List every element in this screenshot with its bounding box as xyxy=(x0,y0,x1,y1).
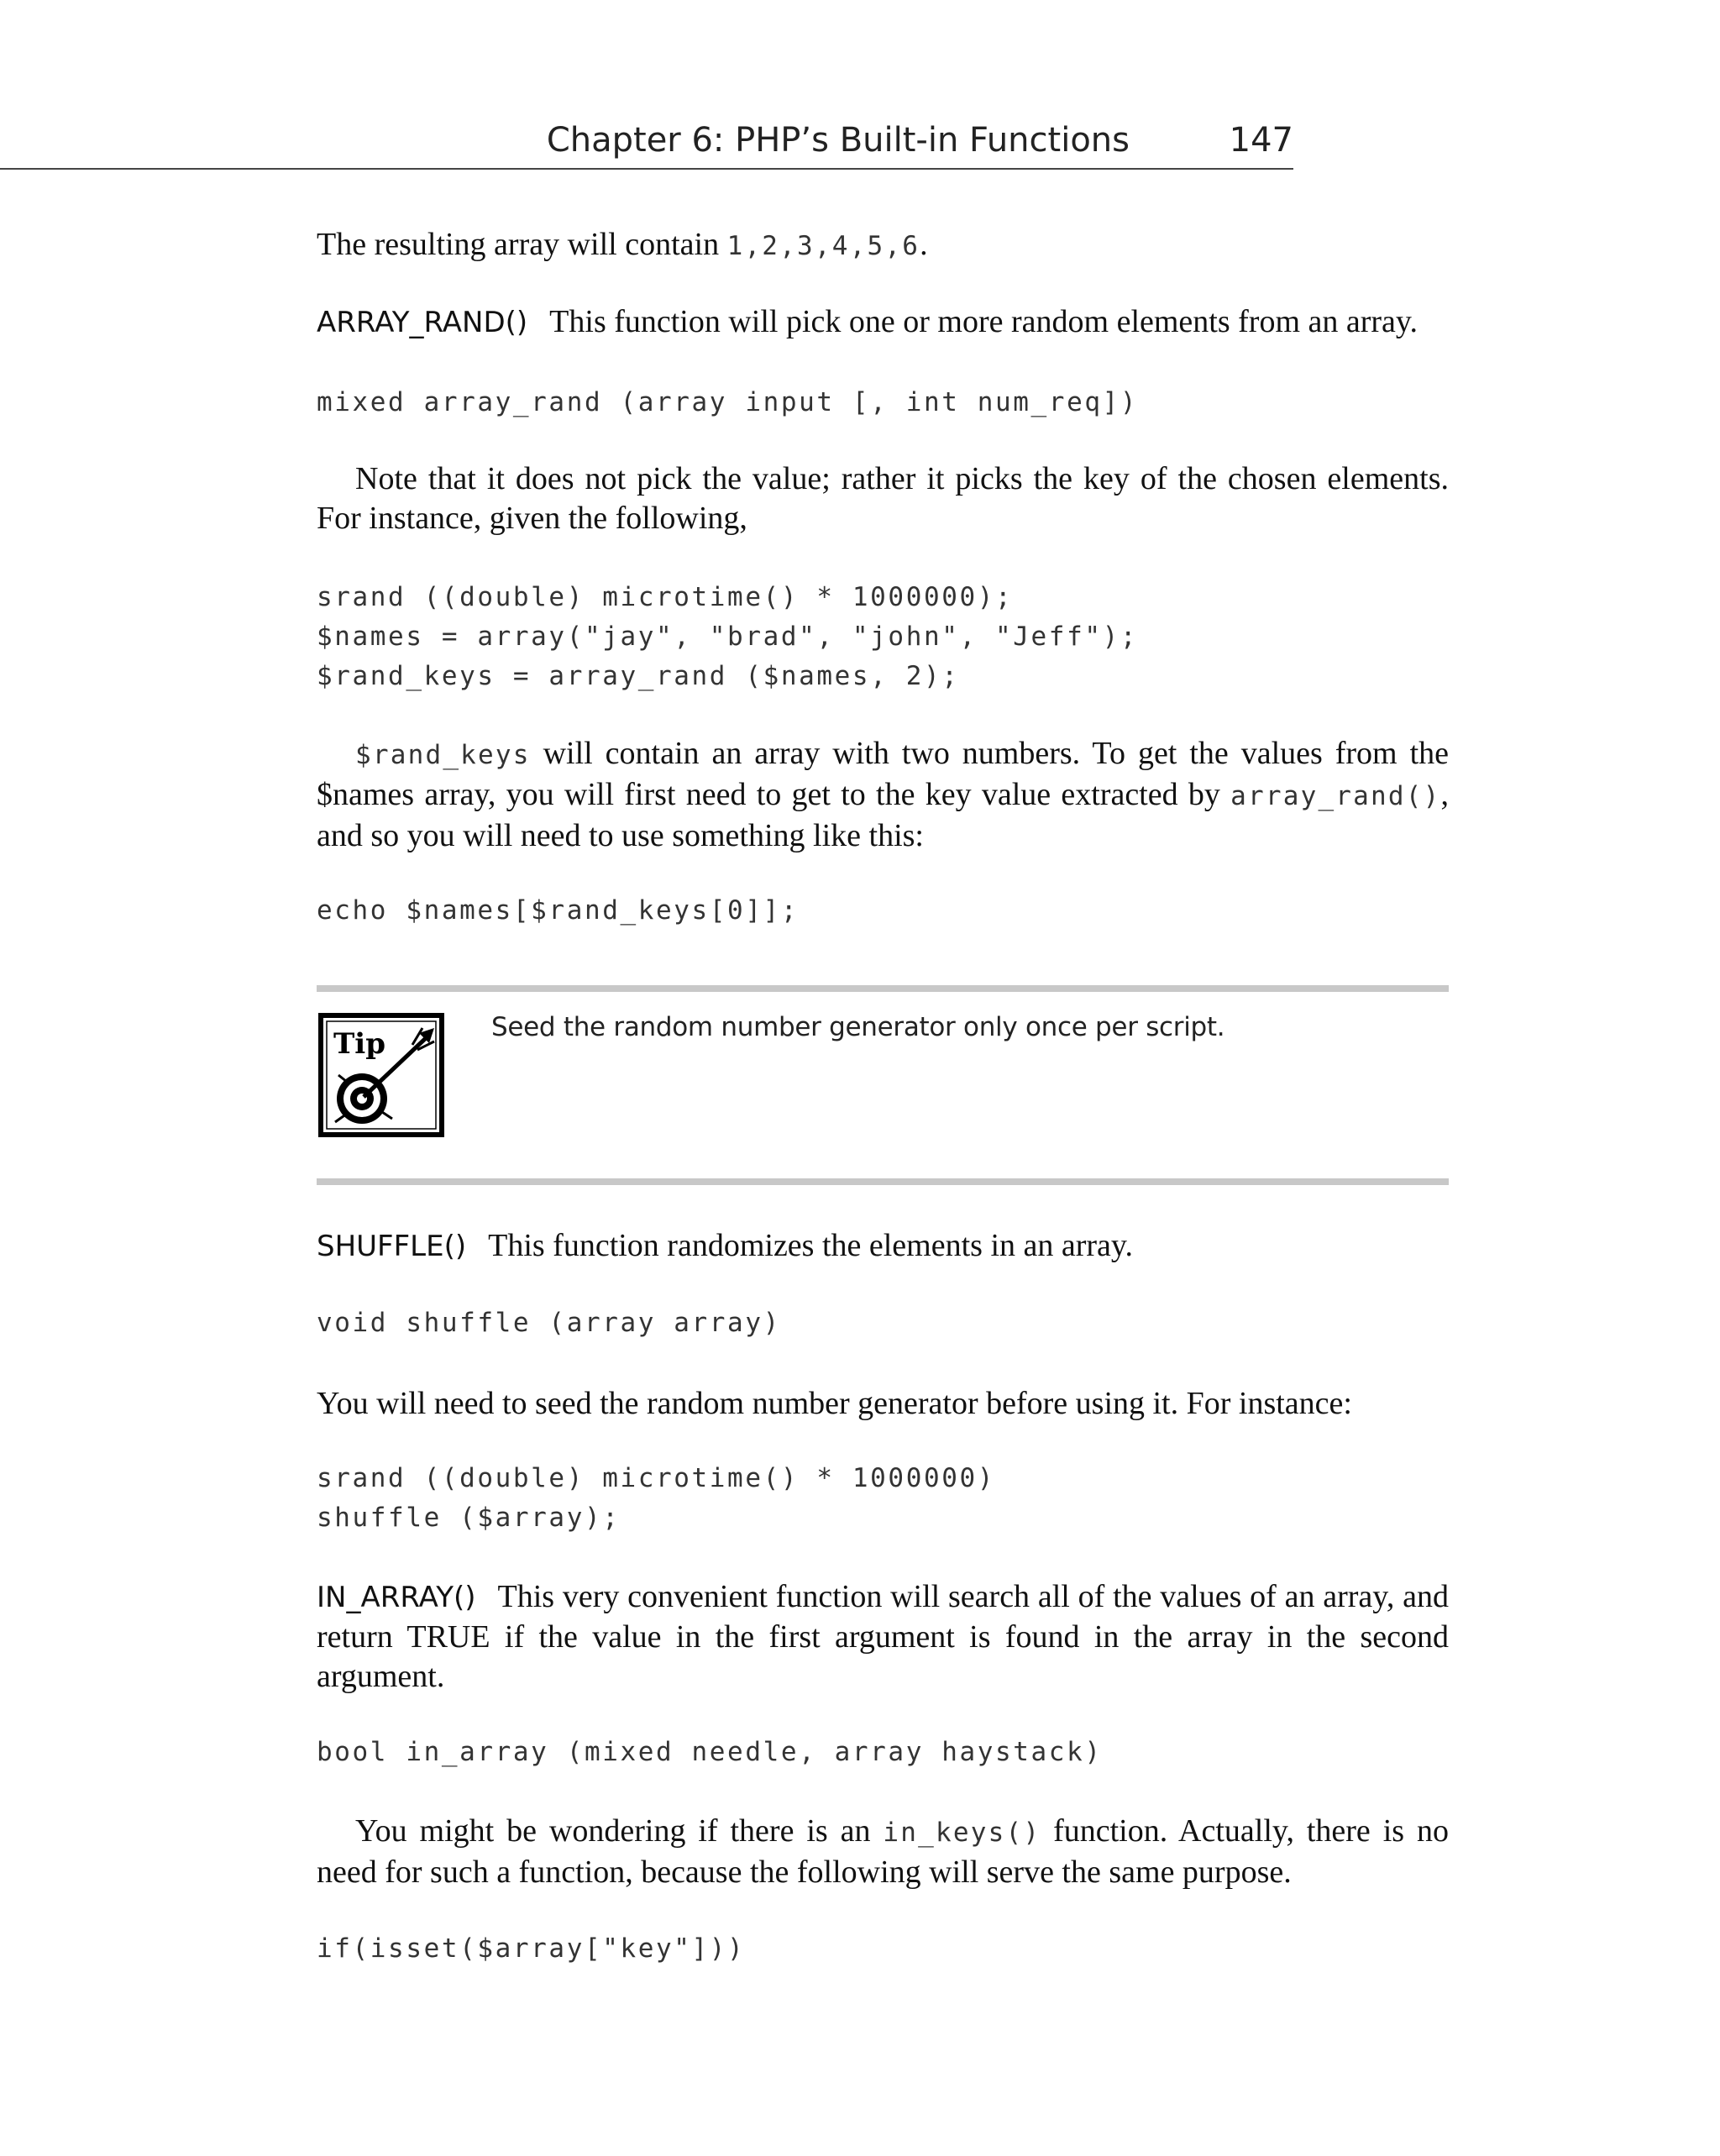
in-keys-paragraph: You might be wondering if there is an in_keys() function. Actually, there is no need for such a function, because the following will serve the same purpose. xyxy=(317,1813,1449,1890)
in-array-signature: bool in_array (mixed needle, array haystack) xyxy=(317,1737,1103,1767)
inline-code: $rand_keys xyxy=(355,740,531,770)
echo-code-example: echo $names[$rand_keys[0]]; xyxy=(317,895,800,926)
in-array-definition xyxy=(317,1577,1449,1697)
function-description: This function randomizes the elements in an array. xyxy=(488,1228,1133,1263)
tip-text: Seed the random number generator only once per script. xyxy=(491,1012,1225,1042)
array-rand-note: Note that it does not pick the value; rather it picks the key of the chosen elements. For instance, given the following, xyxy=(317,461,1449,536)
paragraph-resulting-array: The resulting array will contain 1,2,3,4,5,6. xyxy=(317,227,928,262)
function-heading-in-array: IN_ARRAY() xyxy=(317,1581,476,1614)
array-rand-definition xyxy=(317,302,1449,343)
array-rand-code-example: srand ((double) microtime() * 1000000); $names = array("jay", "brad", "john", "Jeff"); $rand_keys = array_rand ($names, 2); xyxy=(317,582,1139,691)
function-description: This function will pick one or more random elements from an array. xyxy=(549,304,1418,339)
shuffle-note: You will need to seed the random number generator before using it. For instance: xyxy=(317,1386,1352,1421)
inline-code: 1,2,3,4,5,6 xyxy=(726,231,920,261)
shuffle-code-example: srand ((double) microtime() * 1000000) shuffle ($array); xyxy=(317,1463,996,1533)
tip-label: Tip xyxy=(333,1027,385,1061)
tip-target-icon xyxy=(318,1013,444,1137)
array-rand-signature: mixed array_rand (array input [, int num_req]) xyxy=(317,387,1139,417)
tip-box xyxy=(317,985,1449,1185)
inline-code: in_keys() xyxy=(883,1818,1041,1848)
rand-keys-paragraph: $rand_keys will contain an array with two numbers. To get the values from the $names array, you will first need to get to the key value extracted by array_rand(), and so you will need to use something like this: xyxy=(317,736,1449,853)
isset-code-example: if(isset($array["key"])) xyxy=(317,1933,746,1964)
shuffle-signature: void shuffle (array array) xyxy=(317,1308,781,1338)
chapter-title: Chapter 6: PHP’s Built-in Functions xyxy=(546,121,1130,160)
function-description: This very convenient function will search all of the values of an array, and return TRUE if the value in the first argument is found in the array in the second argument. xyxy=(317,1579,1449,1694)
inline-code: array_rand() xyxy=(1230,781,1441,811)
page-number: 147 xyxy=(1229,121,1293,160)
function-heading-array-rand: ARRAY_RAND() xyxy=(317,306,528,339)
function-heading-shuffle: SHUFFLE() xyxy=(317,1230,467,1263)
shuffle-definition xyxy=(317,1226,1449,1267)
running-head xyxy=(0,118,1293,170)
